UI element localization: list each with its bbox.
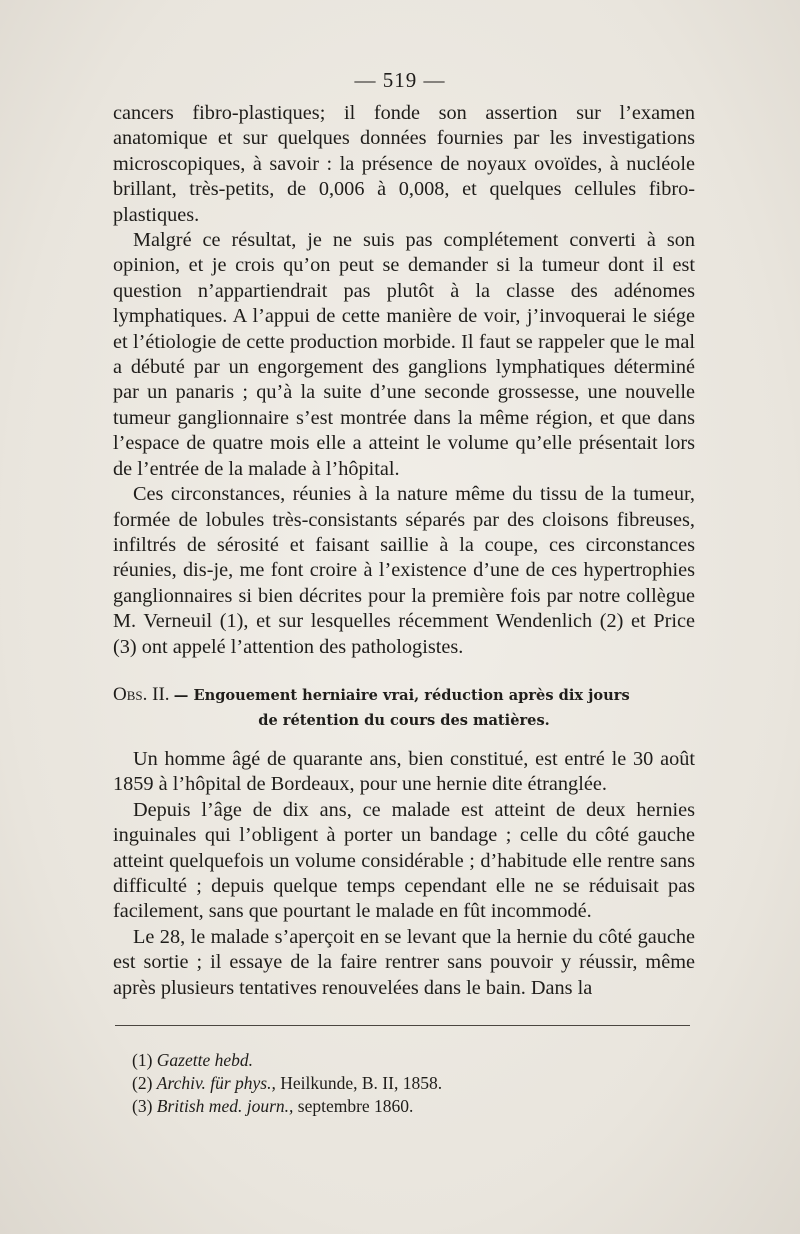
paragraph: Depuis l’âge de dix ans, ce malade est atteint de deux hernies inguinales qui l’obligent à porter un bandage ; celle du côté gauche atteint quelquefois un volume considérable ; d’habitude elle rentre sans difficulté ; depuis quelque temps cependant elle ne se réduisait pas facilement, sans que pourtant le malade en fût incommodé. xyxy=(113,798,695,923)
footnotes xyxy=(132,1049,442,1118)
observation-heading xyxy=(113,683,695,733)
text-block-lower xyxy=(113,747,695,1001)
paragraph: Un homme âgé de quarante ans, bien constitué, est entré le 30 août 1859 à l’hôpital de Bordeaux, pour une hernie dite étranglée. xyxy=(113,748,695,796)
observation-label: Obs. II. xyxy=(113,684,170,705)
footnote-3: (3) British med. journ., septembre 1860. xyxy=(132,1096,414,1116)
observation-title-line2: de rétention du cours des matières. xyxy=(258,712,550,729)
paragraph: Ces circonstances, réunies à la nature même du tissu de la tumeur, formée de lobules très-consistants séparés par des cloisons fibreuses, infiltrés de sérosité et faisant saillie à la coupe, ces circonstances réunies, dis-je, me font croire à l’existence d’une de ces hypertrophies ganglionnaires si bien décrites pour la première fois par notre collègue M. Verneuil (1), et sur lesquelles récemment Wendenlich (2) et Price (3) ont appelé l’attention des pathologistes. xyxy=(113,483,695,658)
paragraph: Malgré ce résultat, je ne suis pas complétement converti à son opinion, et je crois qu’on peut se demander si la tumeur dont il est question n’appartiendrait pas plutôt à la classe des adénomes lymphatiques. A l’appui de cette manière de voir, j’invoquerai le siége et l’étiologie de cette production morbide. Il faut se rappeler que le mal a débuté par un engorgement des ganglions lymphatiques déterminé par un panaris ; qu’à la suite d’une seconde grossesse, une nouvelle tumeur ganglionnaire s’est montrée dans la même région, et que dans l’espace de quatre mois elle a atteint le volume qu’elle présentait lors de l’entrée de la malade à l’hôpital. xyxy=(113,229,695,480)
footnote-divider xyxy=(115,1025,690,1026)
observation-title-line1: — Engouement herniaire vrai, réduction après dix jours xyxy=(173,687,630,704)
paragraph: Le 28, le malade s’aperçoit en se levant que la hernie du côté gauche est sortie ; il essaye de la faire rentrer sans pouvoir y réussir, même après plusieurs tentatives renouvelées dans le bain. Dans la xyxy=(113,925,695,999)
footnote-1: (1) Gazette hebd. xyxy=(132,1050,254,1070)
page-number: — 519 — xyxy=(354,68,446,92)
text-block-upper xyxy=(113,101,695,660)
paragraph: cancers fibro-plastiques; il fonde son assertion sur l’examen anatomique et sur quelques données fournies par les investigations microscopiques, à savoir : la présence de noyaux ovoïdes, à nucléole brillant, très-petits, de 0,006 à 0,008, et quelques cellules fibro-plastiques. xyxy=(113,102,695,226)
footnote-2: (2) Archiv. für phys., Heilkunde, B. II, 1858. xyxy=(132,1073,443,1093)
